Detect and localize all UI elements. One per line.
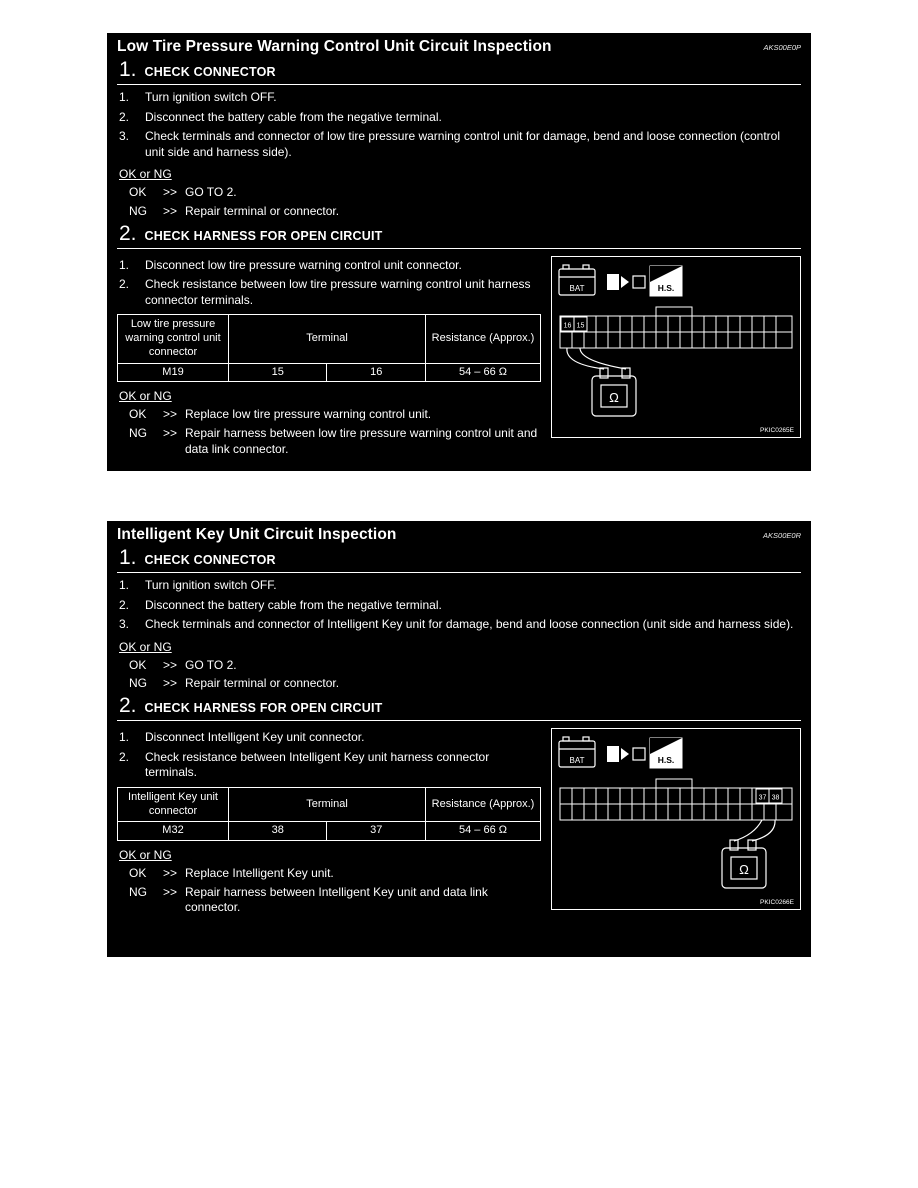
resistance-header-cell: Resistance (Approx.) [426, 315, 541, 363]
result-label: OK [129, 185, 147, 200]
step-2-body [117, 254, 801, 461]
result-label: OK [129, 866, 147, 880]
item-number: 1. [119, 729, 130, 744]
instruction-item [117, 258, 541, 274]
ohm-symbol: Ω [609, 389, 619, 405]
instruction-list [117, 90, 801, 160]
instruction-list [117, 258, 541, 309]
item-number: 3. [119, 617, 130, 632]
result-arrow: >> [163, 407, 178, 422]
step-2-heading [117, 695, 801, 716]
step-title: CHECK HARNESS FOR OPEN CIRCUIT [144, 228, 383, 243]
connector-cell: M32 [118, 822, 229, 841]
terminal-cell-label: 16 [563, 322, 572, 330]
item-number: 2. [119, 277, 130, 292]
panel-header [117, 38, 801, 56]
item-text: Disconnect the battery cable from the negative terminal. [145, 109, 442, 124]
resistance-table [117, 787, 541, 841]
connector-cell: M19 [118, 363, 229, 382]
terminal-cell: 37 [327, 822, 426, 841]
step-2-body [117, 726, 801, 919]
item-text: Turn ignition switch OFF. [145, 90, 277, 104]
item-text: Turn ignition switch OFF. [145, 578, 277, 592]
result-text: Repair terminal or connector. [185, 203, 340, 218]
result-row [117, 866, 541, 882]
item-number: 1. [119, 257, 130, 272]
result-label: OK [129, 657, 147, 672]
result-arrow: >> [163, 425, 178, 440]
table-header-row [118, 315, 541, 363]
item-number: 2. [119, 109, 130, 124]
result-arrow: >> [163, 676, 178, 691]
result-text: GO TO 2. [185, 657, 237, 672]
figure-code: PKIC0266E [760, 898, 794, 906]
step-number: 1. [119, 58, 137, 81]
hs-label: H.S. [657, 282, 675, 293]
ok-or-ng-label: OK or NG [119, 848, 172, 862]
item-text: Disconnect low tire pressure warning control unit connector. [145, 257, 462, 272]
item-text: Check terminals and connector of Intelligent Key unit for damage, bend and loose connection (unit side and harness side). [145, 617, 794, 632]
terminal-cell-label: 38 [771, 794, 780, 802]
resistance-header-cell: Resistance (Approx.) [426, 787, 541, 822]
doc-code: AKS00E0P [763, 43, 801, 52]
connector-header-cell: Intelligent Key unit connector [118, 787, 229, 822]
panel-header [117, 526, 801, 544]
probe-lines [567, 348, 626, 369]
instruction-list [117, 730, 541, 781]
instruction-item [117, 617, 801, 633]
result-text: Replace Intelligent Key unit. [185, 866, 334, 880]
result-label: NG [129, 203, 147, 218]
item-text: Check resistance between low tire pressure warning control unit harness connector terminals. [145, 277, 531, 307]
result-text: Replace low tire pressure warning control unit. [185, 407, 432, 422]
item-number: 3. [119, 129, 130, 144]
item-number: 2. [119, 597, 130, 612]
step-1-heading [117, 59, 801, 80]
item-number: 1. [119, 578, 130, 592]
terminal-header-cell: Terminal [229, 315, 426, 363]
step-title: CHECK HARNESS FOR OPEN CIRCUIT [144, 700, 383, 715]
panel-title: Intelligent Key Unit Circuit Inspection [117, 526, 397, 543]
item-text: Check resistance between Intelligent Key unit harness connector terminals. [145, 749, 490, 780]
measurement-figure [551, 256, 801, 438]
ohm-symbol: Ω [739, 861, 749, 877]
step-2-heading [117, 223, 801, 244]
result-text: GO TO 2. [185, 185, 237, 200]
terminal-cell-label: 15 [576, 322, 585, 330]
resistance-cell: 54 – 66 Ω [426, 822, 541, 841]
terminal-cell: 38 [229, 822, 327, 841]
result-label: NG [129, 676, 147, 691]
instruction-list [117, 578, 801, 633]
instruction-item [117, 598, 801, 614]
table-row [118, 363, 541, 382]
ok-or-ng-label: OK or NG [119, 167, 172, 182]
result-arrow: >> [163, 657, 178, 672]
result-row [117, 185, 801, 201]
result-arrow: >> [163, 866, 178, 880]
ok-or-ng-label: OK or NG [119, 389, 172, 404]
result-row [117, 676, 801, 692]
battery-label: BAT [569, 755, 585, 765]
step-2-content [117, 726, 541, 919]
result-text: Repair harness between Intelligent Key unit and data link connector. [185, 884, 488, 915]
divider [117, 84, 801, 85]
terminal-cell: 16 [327, 363, 426, 382]
result-label: NG [129, 425, 147, 440]
item-text: Disconnect Intelligent Key unit connector. [145, 729, 365, 744]
instruction-item [117, 578, 801, 594]
connector-pinout [560, 779, 792, 820]
connector-pinout [560, 307, 792, 348]
measurement-figure [551, 728, 801, 910]
instruction-item [117, 129, 801, 160]
terminal-header-cell: Terminal [229, 787, 426, 822]
item-text: Disconnect the battery cable from the negative terminal. [145, 597, 442, 612]
terminal-cell-label: 37 [758, 794, 767, 802]
item-number: 2. [119, 749, 130, 764]
terminal-cell: 15 [229, 363, 327, 382]
divider [117, 720, 801, 721]
battery-icon [559, 737, 595, 767]
result-arrow: >> [163, 203, 178, 218]
ok-or-ng-label: OK or NG [119, 639, 172, 654]
disconnect-connector-icon [607, 274, 645, 290]
battery-label: BAT [569, 283, 585, 293]
instruction-item [117, 730, 541, 746]
table-row [118, 822, 541, 841]
resistance-cell: 54 – 66 Ω [426, 363, 541, 382]
step-number: 2. [119, 221, 137, 245]
divider [117, 572, 801, 573]
item-text: Check terminals and connector of low tire pressure warning control unit for damage, bend and loose connection (control unit side and harness side). [145, 129, 781, 159]
disconnect-connector-icon [607, 746, 645, 762]
ohmmeter-icon [592, 368, 636, 416]
probe-lines [734, 820, 775, 841]
instruction-item [117, 277, 541, 308]
hs-tool-icon [650, 738, 682, 768]
result-row [117, 426, 541, 457]
item-number: 1. [119, 90, 130, 104]
instruction-item [117, 750, 541, 781]
result-row [117, 407, 541, 423]
step-1-heading [117, 547, 801, 568]
step-number: 1. [119, 546, 137, 569]
hs-tool-icon [650, 266, 682, 296]
connector-header-cell: Low tire pressure warning control unit connector [118, 315, 229, 363]
result-row [117, 658, 801, 674]
step-number: 2. [119, 693, 137, 717]
hs-label: H.S. [657, 754, 675, 765]
table-header-row [118, 787, 541, 822]
divider [117, 248, 801, 249]
resistance-table [117, 314, 541, 382]
doc-code: AKS00E0R [763, 531, 801, 540]
procedure-panel-low-tire-pressure [107, 33, 811, 471]
result-text: Repair terminal or connector. [185, 676, 340, 691]
ohmmeter-icon [722, 840, 766, 888]
result-label: NG [129, 884, 147, 899]
battery-icon [559, 265, 595, 295]
panel-title: Low Tire Pressure Warning Control Unit Circuit Inspection [117, 38, 552, 55]
step-title: CHECK CONNECTOR [144, 65, 276, 79]
result-text: Repair harness between low tire pressure warning control unit and data link connector. [185, 425, 538, 456]
procedure-panel-intelligent-key [107, 521, 811, 957]
instruction-item [117, 90, 801, 106]
result-arrow: >> [163, 884, 178, 899]
instruction-item [117, 110, 801, 126]
step-title: CHECK CONNECTOR [144, 553, 276, 567]
figure-code: PKIC0265E [760, 426, 794, 434]
result-row [117, 204, 801, 220]
result-arrow: >> [163, 185, 178, 200]
result-row [117, 885, 541, 916]
step-2-content [117, 254, 541, 461]
result-label: OK [129, 407, 147, 422]
